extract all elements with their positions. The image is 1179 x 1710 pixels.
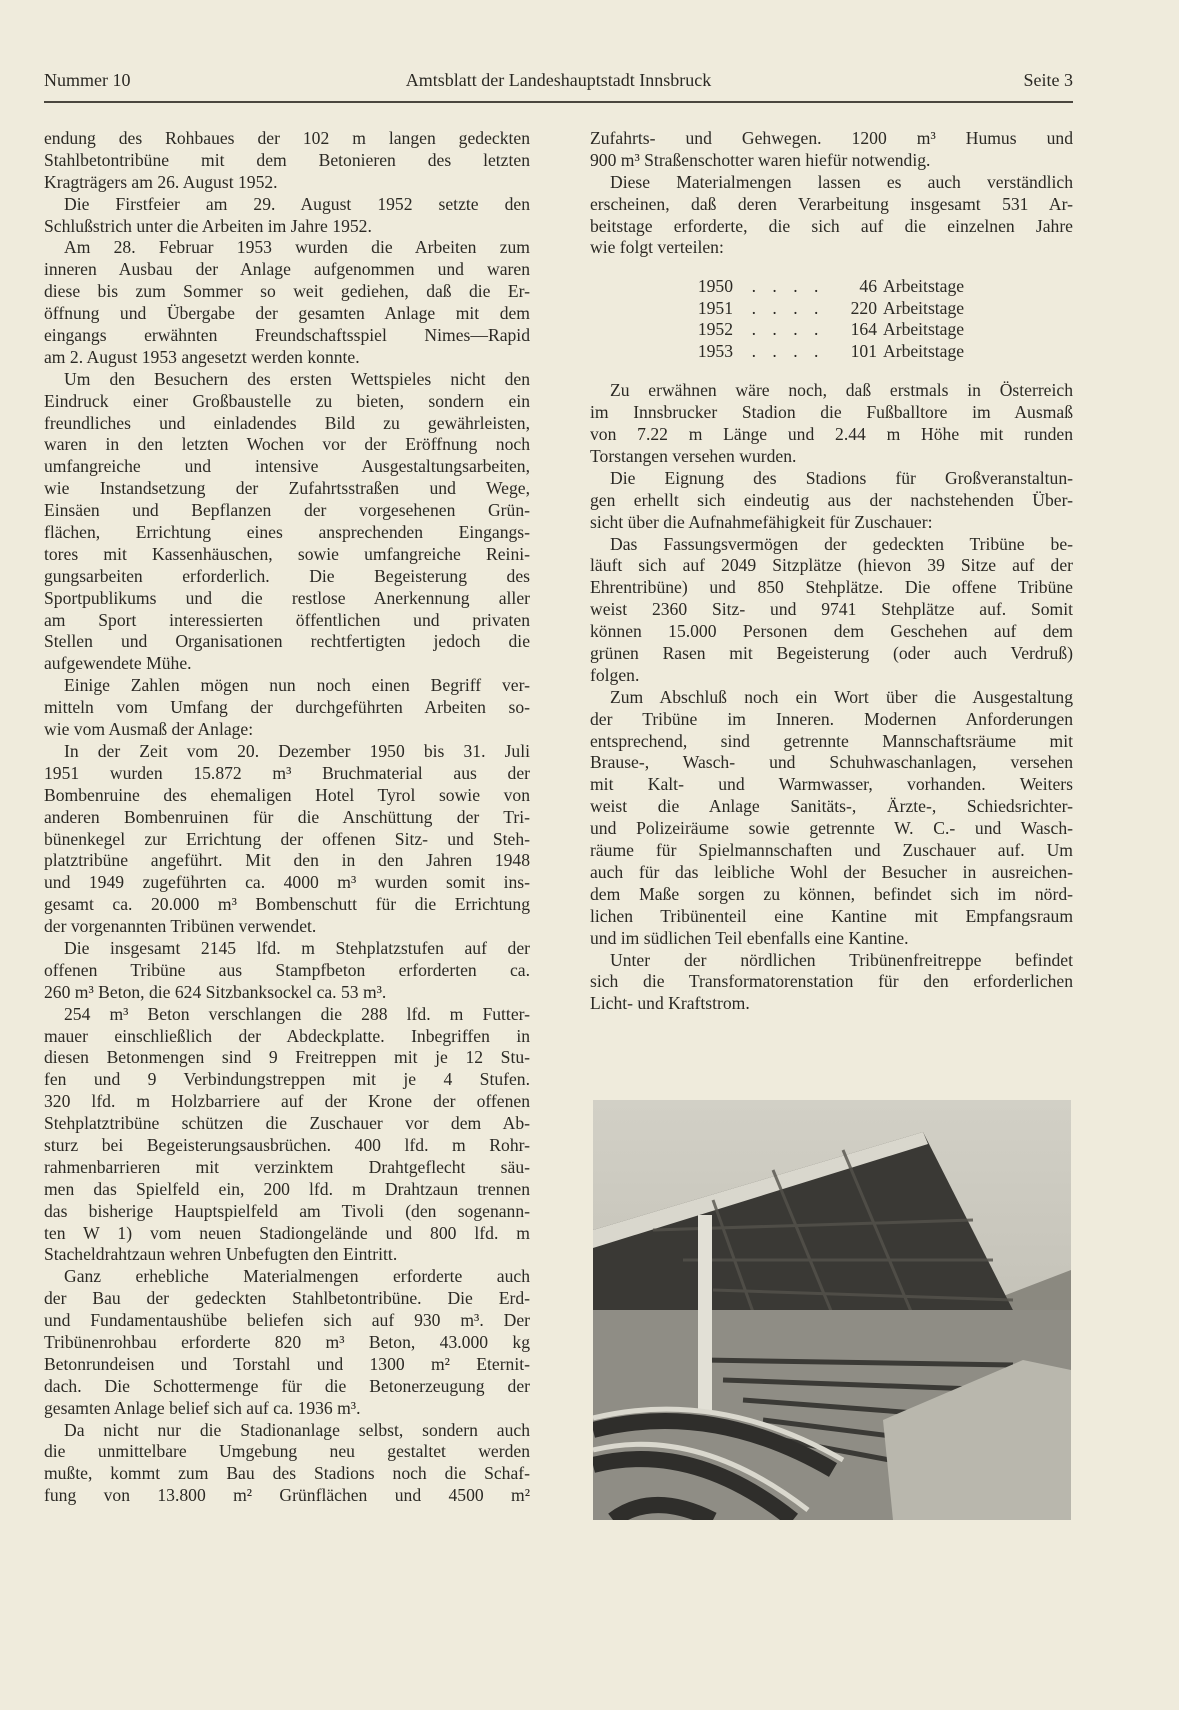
- text-line: Sportpublikums und die restlose Anerkennung aller: [44, 587, 530, 608]
- text-line: räume für Spielmannschaften und Zuschauer auf. Um: [590, 840, 1073, 861]
- text-line: beitstage erforderte, die sich auf die einzelnen Jahre: [590, 215, 1073, 236]
- page-number: Seite 3: [1023, 70, 1073, 90]
- page-header: [44, 70, 1073, 100]
- text-line: Die Eignung des Stadions für Großveranstaltun-: [610, 467, 1073, 488]
- paragraph: [44, 237, 530, 368]
- text-line: Diese Materialmengen lassen es auch verständlich: [610, 171, 1073, 192]
- text-line: dach. Die Schottermenge für die Betonerzeugung der: [44, 1375, 530, 1396]
- text-line: ten W 1) vom neuen Stadiongelände und 800 lfd. m: [44, 1222, 530, 1243]
- text-line: am 2. August 1953 angesetzt werden konnte.: [44, 346, 360, 367]
- text-line: mitteln vom Umfang der durchgeführten Arbeiten so-: [44, 697, 530, 718]
- text-line: Ganz erhebliche Materialmengen erforderte auch: [64, 1266, 530, 1287]
- leader-dots: . . . .: [751, 340, 825, 361]
- text-line: eingangs erwähnten Freundschaftsspiel Nimes—Rapid: [44, 325, 530, 346]
- text-line: platztribüne angeführt. Mit den in den Jahren 1948: [44, 850, 530, 871]
- paragraph: [590, 380, 1073, 468]
- text-line: Die insgesamt 2145 lfd. m Stehplatzstufen auf der: [64, 937, 530, 958]
- text-line: In der Zeit vom 20. Dezember 1950 bis 31. Juli: [64, 740, 530, 761]
- days-cell: 220: [850, 297, 877, 318]
- text-line: von 7.22 m Länge und 2.44 m Höhe mit runden: [590, 424, 1073, 445]
- text-line: und im südlichen Teil ebenfalls eine Kantine.: [590, 927, 909, 948]
- text-line: folgen.: [590, 664, 640, 685]
- text-line: Stacheldrahtzaun wehren Unbefugten den Eintritt.: [44, 1244, 398, 1265]
- text-line: entsprechend, sind getrennte Mannschaftsräume mit: [590, 730, 1073, 751]
- text-line: auch für das leibliche Wohl der Besucher in ausreichen-: [590, 861, 1073, 882]
- table-row: [590, 341, 1073, 363]
- text-line: sturz bei Begeisterungsausbrüchen. 400 lfd. m Rohr-: [44, 1134, 530, 1155]
- workdays-table: [590, 276, 1073, 362]
- paragraph: [590, 534, 1073, 687]
- text-line: wie Instandsetzung der Zufahrtsstraßen und Wege,: [44, 478, 530, 499]
- text-line: Zufahrts- und Gehwegen. 1200 m³ Humus und: [590, 128, 1073, 148]
- text-line: tores mit Kassenhäuschen, sowie umfangreiche Reini-: [44, 543, 530, 564]
- year-cell: 1950: [697, 276, 733, 297]
- text-line: bünenkegel zur Errichtung der offenen Sitz- und Steh-: [44, 828, 530, 849]
- text-line: im Innsbrucker Stadion die Fußballtore im Ausmaß: [590, 402, 1073, 423]
- text-line: und Fundamentaushübe beliefen sich auf 930 m³. Der: [44, 1310, 530, 1331]
- text-line: inneren Ausbau der Anlage aufgenommen und waren: [44, 259, 530, 280]
- year-cell: 1951: [697, 297, 733, 318]
- text-line: gesamten Anlage belief sich auf ca. 1936 m³.: [44, 1397, 361, 1418]
- publication-title: Amtsblatt der Landeshauptstadt Innsbruck: [405, 70, 712, 90]
- text-line: wie vom Ausmaß der Anlage:: [44, 719, 254, 740]
- text-line: 320 lfd. m Holzbarriere auf der Krone der offenen: [44, 1091, 530, 1112]
- text-line: 254 m³ Beton verschlangen die 288 lfd. m Futter-: [64, 1003, 530, 1024]
- text-line: grünen Rasen mit Begeisterung (oder auch Verdruß): [590, 643, 1073, 664]
- text-line: 1951 wurden 15.872 m³ Bruchmaterial aus der: [44, 762, 530, 783]
- text-line: Ehrentribüne) und 850 Stehplätze. Die offene Tribüne: [590, 577, 1073, 598]
- text-line: Die Firstfeier am 29. August 1952 setzte den: [64, 193, 530, 214]
- text-line: Licht- und Kraftstrom.: [590, 993, 750, 1014]
- text-line: Um den Besuchern des ersten Wettspieles nicht den: [64, 368, 530, 389]
- leader-dots: . . . .: [751, 276, 825, 297]
- text-line: rahmenbarrieren mit verzinktem Drahtgeflecht säu-: [44, 1156, 530, 1177]
- paragraph: [590, 172, 1073, 260]
- text-line: und Polizeiräume sowie getrennte W. C.- und Wasch-: [590, 818, 1073, 839]
- paragraph: [44, 938, 530, 1004]
- text-line: läuft sich auf 2049 Sitzplätze (hievon 39 Sitze auf der: [590, 555, 1073, 576]
- text-line: Stellen und Organisationen rechtfertigten jedoch die: [44, 631, 530, 652]
- text-line: mit Kalt- und Warmwasser, vorhanden. Weiters: [590, 774, 1073, 795]
- text-line: flächen, Errichtung eines ansprechenden Eingangs-: [44, 522, 530, 543]
- text-line: mauer einschließlich der Abdeckplatte. Inbegriffen in: [44, 1025, 530, 1046]
- text-line: 900 m³ Straßenschotter waren hiefür notwendig.: [590, 149, 931, 170]
- text-line: Stahlbetontribüne mit dem Betonieren des letzten: [44, 149, 530, 170]
- text-line: wie folgt verteilen:: [590, 237, 724, 258]
- unit-cell: Arbeitstage: [883, 297, 965, 318]
- paragraph: [44, 1420, 530, 1508]
- table-row: [590, 298, 1073, 320]
- text-line: Das Fassungsvermögen der gedeckten Tribüne be-: [610, 533, 1073, 554]
- text-line: gen erhellt sich eindeutig aus der nachstehenden Über-: [590, 489, 1073, 510]
- text-line: Tribünenrohbau erforderte 820 m³ Beton, 43.000 kg: [44, 1331, 530, 1352]
- text-line: Am 28. Februar 1953 wurden die Arbeiten zum: [64, 237, 530, 258]
- text-line: Zu erwähnen wäre noch, daß erstmals in Österreich: [610, 380, 1073, 401]
- paragraph: [44, 675, 530, 741]
- text-line: dem Maße sorgen zu können, befindet sich im nörd-: [590, 883, 1073, 904]
- text-line: fen und 9 Verbindungstreppen mit je 4 Stufen.: [44, 1069, 530, 1090]
- text-line: am Sport interessierten öffentlichen und privaten: [44, 609, 530, 630]
- paragraph: [590, 950, 1073, 1016]
- unit-cell: Arbeitstage: [883, 319, 965, 340]
- table-row: [590, 276, 1073, 298]
- text-line: öffnung und Übergabe der gesamten Anlage mit dem: [44, 303, 530, 324]
- text-line: sicht über die Aufnahmefähigkeit für Zuschauer:: [590, 511, 933, 532]
- text-line: Betonrundeisen und Torstahl und 1300 m² Eternit-: [44, 1353, 530, 1374]
- text-line: diesen Betonmengen sind 9 Freitreppen mit je 12 Stu-: [44, 1047, 530, 1068]
- text-line: Da nicht nur die Stadionanlage selbst, sondern auch: [64, 1419, 530, 1440]
- right-column-top: [590, 128, 1073, 259]
- text-line: Bombenruine des ehemaligen Hotel Tyrol sowie von: [44, 784, 530, 805]
- text-line: Schlußstrich unter die Arbeiten im Jahre 1952.: [44, 215, 372, 236]
- text-line: die unmittelbare Umgebung neu gestaltet werden: [44, 1441, 530, 1462]
- text-line: sich die Transformatorenstation für den erforderlichen: [590, 971, 1073, 992]
- text-line: aufgewendete Mühe.: [44, 653, 192, 674]
- text-line: Stehplatztribüne schützen die Zuschauer vor dem Ab-: [44, 1113, 530, 1134]
- text-line: Torstangen versehen wurden.: [590, 446, 797, 467]
- year-cell: 1952: [697, 319, 733, 340]
- text-line: weist 2360 Sitz- und 9741 Stehplätze auf. Somit: [590, 599, 1073, 620]
- text-line: endung des Rohbaues der 102 m langen gedeckten: [44, 128, 530, 148]
- text-line: können 15.000 Personen dem Geschehen auf dem: [590, 621, 1073, 642]
- text-line: Kragträgers am 26. August 1952.: [44, 171, 278, 192]
- header-rule: [44, 101, 1073, 103]
- text-line: Zum Abschluß noch ein Wort über die Ausgestaltung: [610, 686, 1073, 707]
- paragraph: [590, 687, 1073, 950]
- text-line: fung von 13.800 m² Grünflächen und 4500 m²: [44, 1485, 530, 1506]
- days-cell: 46: [859, 276, 877, 297]
- text-line: gesamt ca. 20.000 m³ Bombenschutt für die Errichtung: [44, 894, 530, 915]
- paragraph: [44, 128, 530, 194]
- paragraph: [44, 369, 530, 675]
- text-line: das bisherige Hauptspielfeld am Tivoli (den sogenann-: [44, 1200, 530, 1221]
- text-line: der Bau der gedeckten Stahlbetontribüne. Die Erd-: [44, 1288, 530, 1309]
- unit-cell: Arbeitstage: [883, 276, 965, 297]
- text-line: offenen Tribüne aus Stampfbeton erforderten ca.: [44, 959, 530, 980]
- text-line: men das Spielfeld ein, 200 lfd. m Drahtzaun trennen: [44, 1178, 530, 1199]
- year-cell: 1953: [697, 340, 733, 361]
- issue-number: Nummer 10: [44, 70, 131, 90]
- text-line: gungsarbeiten erforderlich. Die Begeisterung des: [44, 565, 530, 586]
- stadium-grandstand-photo: [593, 1100, 1071, 1520]
- days-cell: 101: [850, 340, 877, 361]
- text-line: Unter der nördlichen Tribünenfreitreppe befindet: [610, 949, 1073, 970]
- left-column: [44, 128, 530, 1507]
- text-line: Einige Zahlen mögen nun noch einen Begriff ver-: [64, 675, 530, 696]
- text-line: der vorgenannten Tribünen verwendet.: [44, 916, 317, 937]
- text-line: Brause-, Wasch- und Schuhwaschanlagen, versehen: [590, 752, 1073, 773]
- text-line: umfangreiche und intensive Ausgestaltungsarbeiten,: [44, 456, 530, 477]
- table-row: [590, 319, 1073, 341]
- leader-dots: . . . .: [751, 297, 825, 318]
- right-column-bottom: [590, 380, 1073, 1015]
- text-line: Eindruck einer Großbaustelle zu bieten, sondern ein: [44, 390, 530, 411]
- text-line: 260 m³ Beton, die 624 Sitzbanksockel ca. 53 m³.: [44, 981, 387, 1002]
- grandstand-image: [593, 1100, 1071, 1520]
- paragraph: [44, 1004, 530, 1267]
- paragraph: [44, 741, 530, 938]
- paragraph: [44, 1266, 530, 1419]
- text-line: und 1949 zugeführten ca. 4000 m³ wurden somit ins-: [44, 872, 530, 893]
- leader-dots: . . . .: [751, 319, 825, 340]
- text-line: mußte, kommt zum Bau des Stadions noch die Schaf-: [44, 1463, 530, 1484]
- paragraph: [590, 468, 1073, 534]
- unit-cell: Arbeitstage: [883, 340, 965, 361]
- text-line: der Tribüne im Inneren. Modernen Anforderungen: [590, 708, 1073, 729]
- paragraph: [590, 128, 1073, 172]
- days-cell: 164: [850, 319, 877, 340]
- text-line: freundliches und einladendes Bild zu gewährleisten,: [44, 412, 530, 433]
- text-line: waren in den letzten Wochen vor der Eröffnung noch: [44, 434, 530, 455]
- text-line: erscheinen, daß deren Verarbeitung insgesamt 531 Ar-: [590, 193, 1073, 214]
- text-line: weist die Anlage Sanitäts-, Ärzte-, Schiedsrichter-: [590, 796, 1073, 817]
- text-line: lichen Tribünenteil eine Kantine mit Empfangsraum: [590, 905, 1073, 926]
- text-line: anderen Bombenruinen für die Anschüttung der Tri-: [44, 806, 530, 827]
- right-column: [590, 128, 1073, 1015]
- text-line: diese bis zum Sommer so weit gediehen, daß die Er-: [44, 281, 530, 302]
- paragraph: [44, 194, 530, 238]
- text-line: Einsäen und Bepflanzen der vorgesehenen Grün-: [44, 500, 530, 521]
